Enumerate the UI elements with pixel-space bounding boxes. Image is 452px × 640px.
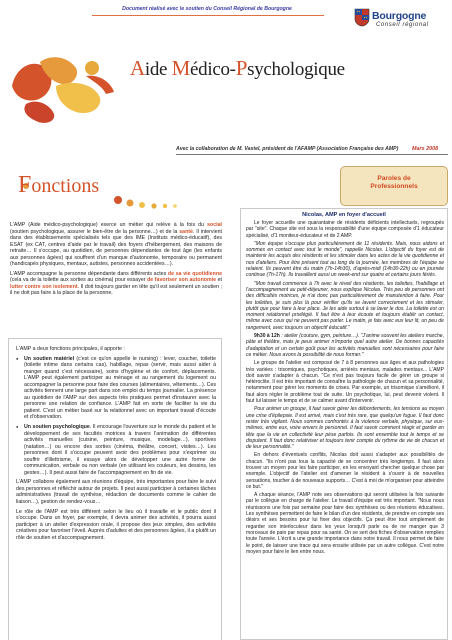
paroles-tab [340,166,448,206]
role-paragraph: Le rôle de l'AMP est très différent selon le lieu où il travaille et le public dont il s'occupe. Dans un foyer, par exemple, il devra animer des activités, il pourra aussi participer à un atelier d'expression orale, il propose des jeux simples, des activités créatives pour favoriser l'éveil. Auprès d'adultes et des personnes âgées, il a plutôt un rôle de soutien et d'accompagnement. [16,508,216,541]
keyword-isolement: lutter contre son isolement [10,283,78,290]
testimony-p1: Le foyer accueille une quarantaine de résidents déficients intellectuels, regroupés par "site". Chaque site est sous la responsabilité d'une équipe composée d'1 éducateur spécialisé, d'1 moniteur-éducateur et de 2 AMP. [246,220,444,239]
testimony-p4 [246,333,444,358]
collaboration-paragraph: L'AMP collabore également aux réunions d'équipe, très importantes pour faire le suivi des personnes et réfléchir autour de projets. Il peut aussi participer à certaines tâches administratives (travail de synthèse, rédaction de documents comme le cahier de liaison…), gestion de rendez-vous… [16,479,216,506]
shield-icon [354,8,370,27]
testimony-p6: Pour animer un groupe, il faut savoir gérer les débordements, les tensions au moyen une crise d'épilepsie. Il est arrivé, mais c'est très rare, que quelqu'un fugue. Il faut donc rester très vigilant. Nous sommes confrontés à la violence verbale, physique, sur eux-mêmes, entre eux, voire envers le personnel. Il faut savoir comment réagir et garder en tête que la vie en collectivité leur pèse parfois. Ils sont ensemble tout le temps et se disputent. Il faut donc relativiser et toujours tenir compte du rythme de vie de chacun et de leur personnalité." [246,406,444,451]
text-run: L'AMP (Aide médico-psychologique) exerce un métier qui relève à la fois du [10,222,208,228]
paroles-line-1: Paroles de [377,175,411,182]
functions-text [16,346,216,544]
list-item [16,424,216,476]
functions-list [16,356,216,477]
title-rule [176,154,448,155]
title-part-3: sychologique [247,59,345,80]
collaboration-credit: Avec la collaboration de M. Vastel, président de l'AFAMP (Association Française des AMP) [176,146,399,152]
page-title [130,56,345,81]
text-run: : atelier (couture, gym, peinture…). "J'anime souvent les ateliers marche, pâte et théâtre, mais je peux animer n'importe quel autre atelier. De bonnes capacités d'adaptation et un certain goût pour les activités manuelles sont nécessaires pour faire ce métier. Nous avons la possibilité de nous former." [246,333,445,358]
text-run: L'AMP accompagne la personne dépendante dans différents actes [10,270,168,277]
keyword-vie-quotidienne: de sa vie quotidienne [167,270,222,277]
text-run: . Il doit toujours garder en tête qu'il est seulement un soutien ; il ne doit pas faire à la place de la personne. [10,283,222,297]
testimony-text [246,220,444,557]
title-part-2: édico- [190,59,236,80]
testimony-p3: "Mon travail commence à 7h avec le réveil des résidents, les toilettes, l'habillage et l'accompagnement au petit-déjeuner, nous explique Nicolas. Très peu de personnes ont des difficultés motrices, je n'ai donc pas particulièrement de manutention à faire. Pour les toilettes, je suis plus là pour vérifier qu'ils se lavent correctement et les stimuler, plutôt que pour faire à leur place. Je les aide surtout à se laver le dos. La toilette est un moment relationnel privilégié. Il faut être à leur écoute et toujours établir un contact, même avec ceux qui ne peuvent pas parler. Le matin, je fais avec eux leur lit, un peu de rangement, avec toujours un objectif éducatif." [246,280,444,331]
title-cap-m: M [171,56,191,80]
intro-text [10,222,222,300]
title-cap-a: A [130,56,145,80]
keyword-soutien-materiel: Un soutien matériel [24,355,75,362]
amp-logo-icon [6,46,126,126]
text-run: (cela va de la toilette aux sorties au cinéma) pour essayer [10,277,148,284]
time-label: 9h30 à 12h [254,333,280,340]
support-text: Document réalisé avec le soutien du Conseil Régional de Bourgogne [122,6,292,12]
testimony-heading: Nicolas, AMP en foyer d'accueil [302,212,386,218]
section-heading-fonctions [10,170,240,210]
keyword-social: social [207,222,222,228]
publication-date: Mars 2008 [412,146,439,152]
testimony-p2: "Mon équipe s'occupe plus particulièrement de 11 résidents. Mais, nous aidons et sommes en contact avec tout le monde", rappelle Nicolas. L'objectif du foyer est de maintenir les acquis des résidents et les stimuler dans les actes de la vie quotidienne et nos d'ateliers. Pour être présent tout au long de la journée, les membres de l'équipe se relaient. Ils peuvent être du matin (7h-14h30), d'après-midi (14h30-22h) ou en journée continue (7h-17h). Ils travaillent aussi un week-end sur quatre et certains jours fériés. [246,240,444,279]
keyword-sante: santé [179,228,193,235]
region-name: Bourgogne [372,10,427,22]
testimony-p8: A chaque séance, l'AMP note ses observations qui seront utilisées la fois suivante par le collègue en charge de l'atelier. Le travail d'équipe est très important. "Nous nous réunissons une fois par semaine pour faire des synthèses ou des réunions éducatives. Les synthèses permettent de faire le bilan d'un des résidents, de prendre en compte ses désirs et ses besoins pour lui fixer des objectifs. Ça peut être tout simplement de regarder son interlocuteur dans les yeux lorsqu'il parle ou de ne manger que 3 morceaux de pain par repas pour sa santé. On se sert des fiches d'observation remplies toute l'année. L'écrit a une grande importance dans notre travail. Il nous permet de faire le point, de laisser une trace qui sera ensuite utilisée par un autre collègue. C'est notre moyen pour faire le lien entre nous. [246,492,444,555]
region-sub: Conseil régional [376,22,429,28]
paroles-line-2: Professionnels [370,183,418,190]
functions-intro: L'AMP a deux fonctions principales, il apporte : [16,346,125,352]
title-cap-p: P [235,56,248,80]
text-run: (soutien psychologique, assurer le bien-être de la personne…) et de la [10,228,180,235]
testimony-p7: En dehors d'éventuels conflits, Nicolas doit aussi s'adapter aux possibilités de chacun. "Ils n'ont pas tous la capacité de se concentrer très longtemps. Il faut alors trouver un moyen pour les faire participer, en les envoyant chercher quelque chose par exemple. L'objectif de l'atelier est d'amener le résident à s'ouvrir à de nouvelles sensations, toucher à de nouveaux supports… C'est à moi de m'organiser pour atteindre ce but." [246,452,444,490]
paroles-tab-label [341,175,447,191]
title-part-1: ide [144,59,172,80]
intro-paragraph-1 [10,222,222,268]
list-item [16,356,216,421]
text-run: et [216,277,222,284]
testimony-p5: Le groupe de l'atelier est composé de 7 à 8 personnes aux âges et aux pathologies très variées : trisomiques, psychotiques, arriérés mentaux, malades mentaux... L'AMP doit savoir s'adapter à chacun. "Ce n'est pas toujours facile de gérer un groupe si hétéroclite. Il est très important de connaître la pathologie de chacun et sa personnalité, notamment pour gérer les moments de crises. Par exemple, un trisomique s'amélioré, il faut alors régler le problème tout de suite. Un psychotique, lui, peut devenir violent. Il faut lui laisser le temps et de se calmer avant d'intervenir. [246,360,444,405]
text-run: . Il intervient dans des établissements spécialisés tels que des IME (Instituts médico-éducatif), des ESAT (ex CAT, centres d'aide par le travail) des foyers d'hébergement, des maisons de retraite… Il s'occupe, au quotidien, de personnes dépendantes de tout âge (les enfants aux personnes âgées) qui souffrent d'un manque d'autonomie, temporaire ou permanent (handicapés physiques, mentaux, autistes, personnes accidentées…). [10,228,222,268]
region-logo [354,6,446,36]
section-title [18,172,99,199]
section-title-rest: onctions [31,175,100,197]
keyword-soutien-psychologique: Un soutien psychologique [24,424,90,431]
text-run: (c'est ce qu'on appelle le nursing) : lever, coucher, toilette (toilette intime dans certains cas), habillage, repas (servir, mais aussi aider à manger quand c'est nécessaire), soins d'hygiène et de confort, déplacements. L'AMP peut également participer au ménage et au rangement du logement ou accompagner la personne pour faire des courses (alimentaires, vêtements…). Ces activités tiennent une large part dans son emploi du temps journalier. La présence au quotidien de l'AMP sur des aspects très pratiques permet d'instaurer avec la personne une relation de confiance. L'AMP fait en sorte de faciliter la vie du patient. C'est un métier basé sur la relationnel avec un important travail d'écoute et d'observation. [24,355,217,421]
section-title-cap: F [18,172,32,198]
text-run: . Il encourage l'ouverture sur le monde du patient et le développement de ses facultés motrices à travers l'animation de différentes activités manuelles (cuisine, peinture, musique, modelage…), sportives (natation…) ou encore des sorties (cinéma, théâtre, concert, visites…). Les personnes dont il s'occupe peuvent avoir des problèmes pour s'exprimer ou souffrir d'illettrisme, il essaye alors de développer une autre forme de communication, verbale ou non verbale (en utilisant les couleurs, les dessins, les gestes…). Il peut aussi faire de l'accompagnement en fin de vie. [24,424,216,476]
intro-paragraph-2 [10,271,222,297]
header-divider [92,15,324,16]
keyword-autonomie: de favoriser son autonomie [147,277,217,284]
